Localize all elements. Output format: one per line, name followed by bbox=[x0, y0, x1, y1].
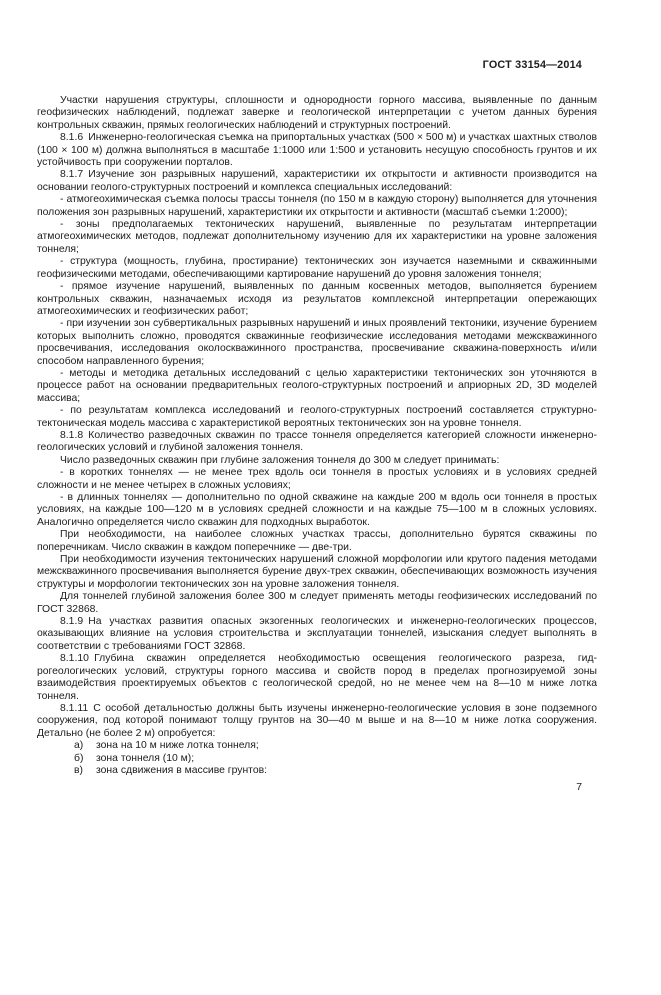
list-marker: б) bbox=[74, 752, 84, 764]
paragraph: 8.1.11 С особой детальностью должны быть изучены инженерно-геологические условия в зоне подземного сооружения, под которой понимают толщу грунтов на 30—40 м выше и на 8—10 м ниже лотка сооружения. Детально (не более 2 м) опробуется: bbox=[37, 702, 597, 739]
page-number: 7 bbox=[576, 782, 582, 794]
paragraph: 8.1.8 Количество разведочных скважин по трассе тоннеля определяется категорией сложности инженерно-геологических условий и глубиной заложения тоннеля. bbox=[37, 429, 597, 454]
paragraph: Для тоннелей глубиной заложения более 300 м следует применять методы геофизических исследований по ГОСТ 32868. bbox=[37, 591, 597, 615]
document-page bbox=[0, 59, 661, 995]
paragraph: - в коротких тоннелях — не менее трех вдоль оси тоннеля в простых условиях и в условиях средней сложности и не менее четырех в сложных условиях; bbox=[37, 467, 597, 491]
paragraph: 8.1.6 Инженерно-геологическая съемка на припортальных участках (500 × 500 м) и участках шахтных стволов (100 × 100 м) должна выполняться в масштабе 1:1000 или 1:500 и установить несущую способность грунтов и их устойчивость при сооружении порталов. bbox=[37, 132, 597, 169]
paragraph: 8.1.10 Глубина скважин определяется необходимостью освещения геологического разреза, гидрогеологических условий, структуры горного массива и свойств пород в пределах прогнозируемой зоны взаимодействия проектируемых объектов с геологической средой, но не менее чем на 8—10 м ниже лотка тоннеля. bbox=[37, 653, 597, 702]
paragraph: - прямое изучение нарушений, выявленных по данным косвенных методов, выполняется бурением контрольных скважин, назначаемых исходя из результатов комплексной интерпретации опережающих атмогеохимических и геофизических работ; bbox=[37, 281, 597, 317]
paragraph: При необходимости изучения тектонических нарушений сложной морфологии или крутого падения методами межскважинного просвечивания выполняется бурение двух-трех скважин, обеспечивающих возможность изучения структуры и морфологии тектонических зон на уровне заложения тоннеля. bbox=[37, 554, 597, 590]
paragraph: Число разведочных скважин при глубине заложения тоннеля до 300 м следует принимать: bbox=[60, 454, 500, 466]
paragraph: - зоны предполагаемых тектонических нарушений, выявленные по результатам интерпретации атмогеохимических методов, подлежат дополнительному изучению для их характеристики на уровне заложения тоннеля; bbox=[37, 219, 597, 255]
list-marker: а) bbox=[74, 740, 84, 752]
document-header-code: ГОСТ 33154—2014 bbox=[482, 59, 582, 71]
list-item bbox=[37, 753, 597, 765]
list-item bbox=[37, 765, 597, 777]
paragraph: - при изучении зон субвертикальных разрывных нарушений и иных проявлений тектоники, изучение бурением которых выполнить сложно, проводятся скважинные геофизические исследования методами межскважинного просвечивания, исследования околоскважинного пространства, просвечивание скважина-поверхность и/или способом направленного бурения; bbox=[37, 318, 597, 367]
paragraph: - в длинных тоннелях — дополнительно по одной скважине на каждые 200 м вдоль оси тоннеля в простых условиях, на каждые 100—120 м в условиях средней сложности и на каждые 75—100 м в сложных условиях. Аналогично определяется число скважин для подходных выработок. bbox=[37, 492, 597, 528]
list-marker: в) bbox=[74, 764, 83, 776]
paragraph: 8.1.7 Изучение зон разрывных нарушений, характеристики их открытости и активности производится на основании геолого-структурных построений и комплекса специальных исследований: bbox=[37, 169, 597, 193]
paragraph: При необходимости, на наиболее сложных участках трассы, дополнительно бурятся скважины по поперечникам. Число скважин в каждом поперечнике — две-три. bbox=[37, 529, 597, 553]
paragraph: - структура (мощность, глубина, простирание) тектонических зон изучается наземными и скважинными геофизическими методами, обеспечивающими картирование нарушений до уровня заложения тоннеля; bbox=[37, 256, 597, 280]
list-item-text: зона тоннеля (10 м); bbox=[96, 752, 195, 764]
list-item-text: зона сдвижения в массиве грунтов: bbox=[96, 764, 268, 776]
paragraph: - методы и методика детальных исследований с целью характеристики тектонических зон уточняются в процессе работ на основании предварительных геолого-структурных построений и априорных 2D, 3D моделей массива; bbox=[37, 367, 597, 404]
document-body bbox=[37, 95, 597, 777]
paragraph: 8.1.9 На участках развития опасных экзогенных геологических и инженерно-геологических процессов, оказывающих влияние на условия строительства и эксплуатации тоннелей, изыскания следует выполнять в соответствии с требованиями ГОСТ 32868. bbox=[37, 616, 597, 652]
paragraph: - атмогеохимическая съемка полосы трассы тоннеля (по 150 м в каждую сторону) выполняется для уточнения положения зон разрывных нарушений, характеристики их открытости и активности (масштаб съемки 1:2000); bbox=[37, 194, 597, 218]
paragraph: - по результатам комплекса исследований и геолого-структурных построений составляется структурно-тектоническая модель массива с характеристикой вероятных тектонических зон на уровне тоннеля. bbox=[37, 405, 597, 429]
list-item bbox=[37, 740, 597, 752]
paragraph: Участки нарушения структуры, сплошности и однородности горного массива, выявленные по данным геофизических наблюдений, подлежат заверке и геологической интерпретации с учетом данных бурения контрольных скважин, прямых геологических наблюдений и структурных построений. bbox=[37, 95, 597, 131]
list-item-text: зона на 10 м ниже лотка тоннеля; bbox=[96, 740, 259, 752]
